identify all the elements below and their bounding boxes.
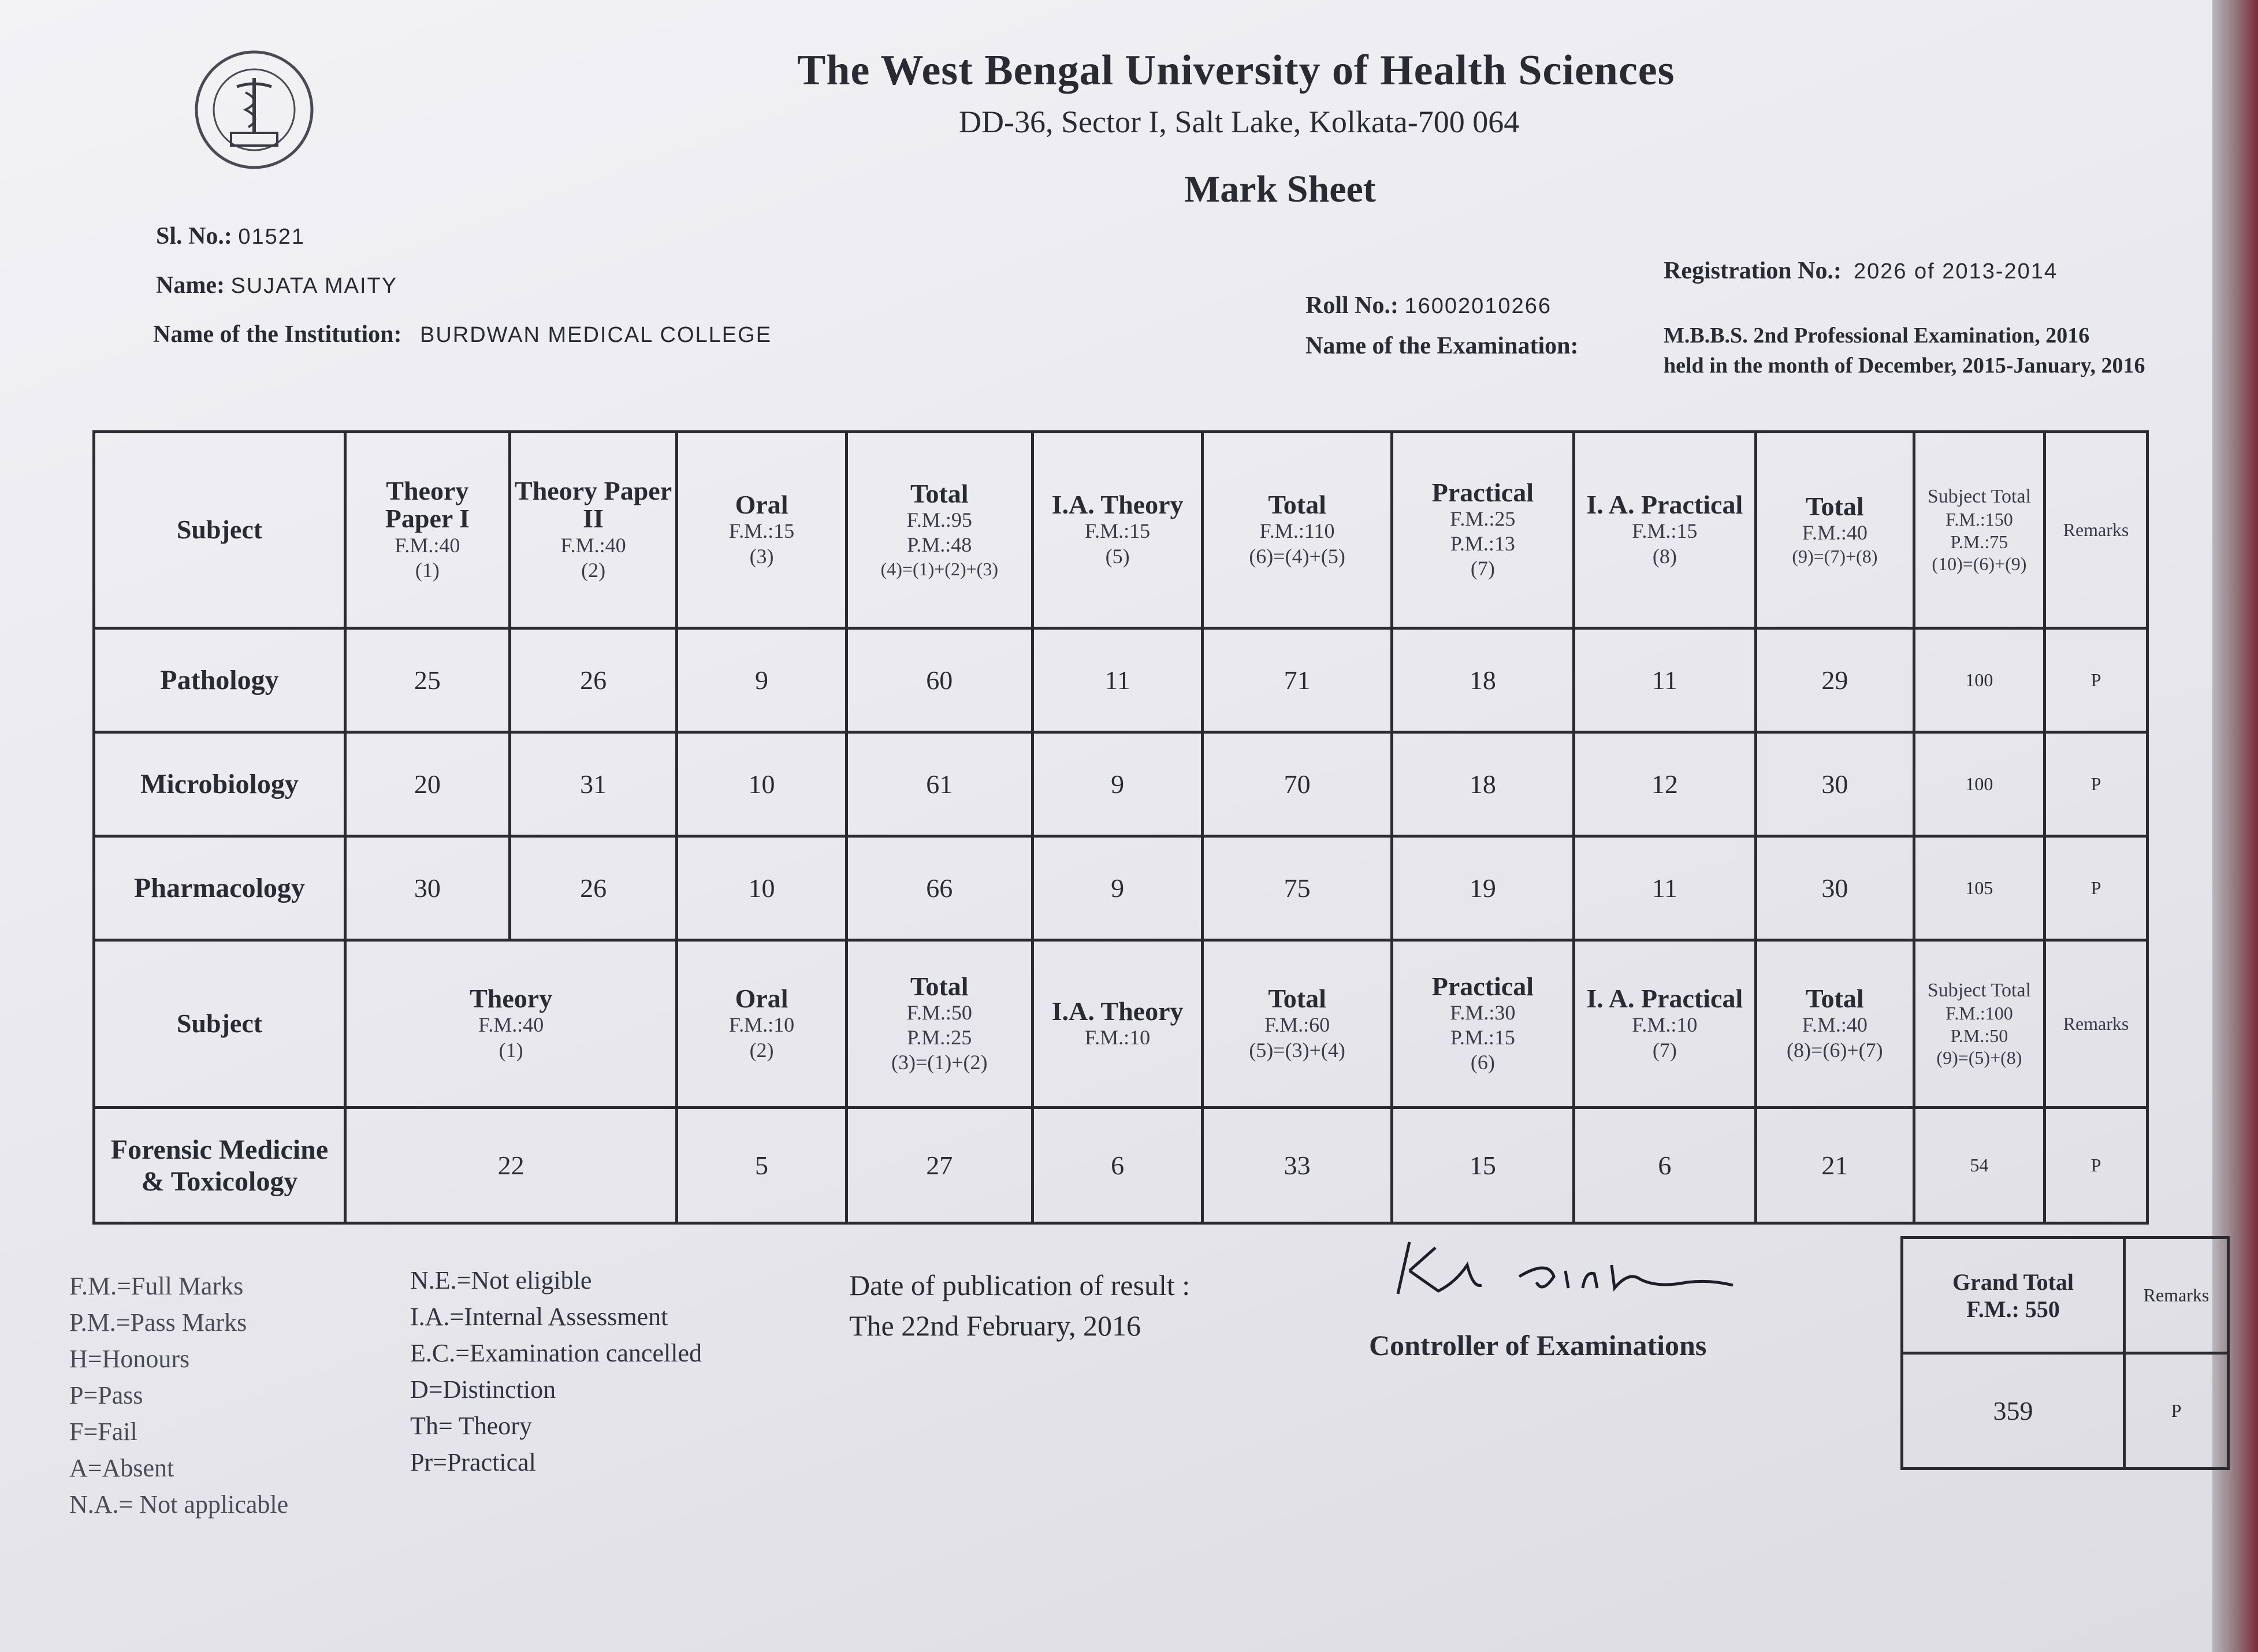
mark-cell: 9 — [677, 628, 846, 732]
legend-item: Pr=Practical — [410, 1448, 536, 1476]
mark-cell: 70 — [1203, 732, 1392, 836]
name-label: Name: — [156, 272, 225, 299]
legend-item: N.A.= Not applicable — [69, 1490, 289, 1519]
t1-head-ia-practical: I. A. Practical F.M.:15 (8) — [1573, 432, 1755, 628]
t1-head-remarks: Remarks — [2044, 432, 2147, 628]
legend-item: F.M.=Full Marks — [69, 1272, 244, 1300]
serial-value: 01521 — [238, 225, 306, 249]
legend-abbreviations-right — [410, 1262, 702, 1480]
registration-label: Registration No.: — [1664, 258, 1842, 284]
mark-cell: 25 — [345, 628, 509, 732]
name-value: SUJATA MAITY — [230, 274, 398, 298]
t1-head-total-4: Total F.M.:95 P.M.:48 (4)=(1)+(2)+(3) — [846, 432, 1032, 628]
legend-item: D=Distinction — [410, 1375, 556, 1404]
legend-item: E.C.=Examination cancelled — [410, 1339, 702, 1367]
mark-cell: 31 — [509, 732, 677, 836]
mark-cell: 66 — [846, 836, 1032, 940]
mark-cell: 33 — [1203, 1108, 1392, 1223]
registration-number — [1664, 257, 2058, 285]
table1-header-row — [94, 432, 2148, 628]
institution — [153, 321, 772, 348]
grand-remark-value: P — [2125, 1353, 2229, 1469]
t2-head-subject-total: Subject Total F.M.:100 P.M.:50 (9)=(5)+(8) — [1914, 940, 2044, 1108]
subject-cell: Pharmacology — [94, 836, 345, 940]
student-name — [156, 271, 397, 299]
remark-cell: P — [2044, 836, 2147, 940]
t1-head-theory-paper-2: Theory Paper II F.M.:40 (2) — [509, 432, 677, 628]
mark-cell: 30 — [1755, 732, 1914, 836]
university-name: The West Bengal University of Health Sciences — [797, 47, 1675, 94]
serial-number — [156, 222, 305, 250]
publication-label: Date of publication of result : — [849, 1269, 1191, 1301]
mark-cell: 18 — [1392, 628, 1573, 732]
publication-value: The 22nd February, 2016 — [849, 1309, 1141, 1342]
mark-cell: 11 — [1573, 628, 1755, 732]
roll-label: Roll No.: — [1305, 292, 1398, 319]
mark-cell: 61 — [846, 732, 1032, 836]
legend-item: P.M.=Pass Marks — [69, 1308, 247, 1337]
grand-remarks-heading: Remarks — [2125, 1238, 2229, 1353]
subject-line-1: Forensic Medicine — [110, 1134, 329, 1165]
mark-cell: 22 — [345, 1108, 676, 1223]
mark-cell: 100 — [1914, 628, 2044, 732]
t2-head-oral: Oral F.M.:10 (2) — [677, 940, 846, 1108]
examination-value — [1664, 321, 2145, 381]
grand-total-fm: F.M.: 550 — [1966, 1296, 2060, 1322]
subject-line-2: & Toxicology — [141, 1166, 298, 1197]
t2-head-remarks: Remarks — [2044, 940, 2147, 1108]
t1-head-practical: Practical F.M.:25 P.M.:13 (7) — [1392, 432, 1573, 628]
mark-cell: 54 — [1914, 1108, 2044, 1223]
mark-cell: 71 — [1203, 628, 1392, 732]
table-row — [94, 836, 2148, 940]
university-seal-icon — [168, 46, 341, 173]
mark-cell: 26 — [509, 836, 677, 940]
mark-cell: 30 — [1755, 836, 1914, 940]
t2-head-total-5: Total F.M.:60 (5)=(3)+(4) — [1203, 940, 1392, 1108]
examination-label: Name of the Examination: — [1305, 333, 1579, 359]
remark-cell: P — [2044, 1108, 2147, 1223]
table-row — [94, 732, 2148, 836]
mark-cell: 19 — [1392, 836, 1573, 940]
subject-cell: Pathology — [94, 628, 345, 732]
mark-cell: 20 — [345, 732, 509, 836]
legend-item: P=Pass — [69, 1381, 143, 1409]
t2-head-total-3: Total F.M.:50 P.M.:25 (3)=(1)+(2) — [846, 940, 1032, 1108]
registration-value: 2026 of 2013-2014 — [1853, 259, 2058, 284]
mark-cell: 26 — [509, 628, 677, 732]
legend-item: Th= Theory — [410, 1412, 532, 1440]
roll-value: 16002010266 — [1404, 294, 1552, 318]
legend-item: N.E.=Not eligible — [410, 1266, 592, 1294]
legend-item: I.A.=Internal Assessment — [410, 1303, 668, 1331]
t1-head-oral: Oral F.M.:15 (3) — [677, 432, 846, 628]
legend-item: F=Fail — [69, 1417, 137, 1446]
table-row — [94, 628, 2148, 732]
mark-cell: 18 — [1392, 732, 1573, 836]
mark-cell: 100 — [1914, 732, 2044, 836]
remark-cell: P — [2044, 628, 2147, 732]
mark-cell: 5 — [677, 1108, 846, 1223]
t1-head-subject: Subject — [94, 432, 345, 628]
t1-head-ia-theory: I.A. Theory F.M.:15 (5) — [1032, 432, 1202, 628]
serial-label: Sl. No.: — [156, 223, 232, 250]
grand-total-row — [1902, 1353, 2229, 1469]
t2-head-theory: Theory F.M.:40 (1) — [345, 940, 676, 1108]
marks-table — [92, 430, 2149, 1225]
legend-item: H=Honours — [69, 1345, 190, 1373]
remark-cell: P — [2044, 732, 2147, 836]
legend-abbreviations-left — [69, 1268, 288, 1523]
examination-line-1: M.B.B.S. 2nd Professional Examination, 2016 — [1664, 323, 2090, 348]
controller-title: Controller of Examinations — [1369, 1329, 1707, 1361]
t2-head-subject: Subject — [94, 940, 345, 1108]
t1-head-total-6: Total F.M.:110 (6)=(4)+(5) — [1203, 432, 1392, 628]
subject-cell: Microbiology — [94, 732, 345, 836]
legend-item: A=Absent — [69, 1454, 174, 1482]
t1-head-theory-paper-1: Theory Paper I F.M.:40 (1) — [345, 432, 509, 628]
grand-total-heading — [1902, 1238, 2125, 1353]
mark-cell: 75 — [1203, 836, 1392, 940]
mark-cell: 21 — [1755, 1108, 1914, 1223]
t2-head-total-8: Total F.M.:40 (8)=(6)+(7) — [1755, 940, 1914, 1108]
mark-cell: 12 — [1573, 732, 1755, 836]
grand-total-label: Grand Total — [1952, 1268, 2074, 1295]
mark-cell: 11 — [1573, 836, 1755, 940]
mark-cell: 9 — [1032, 836, 1202, 940]
t1-head-total-9: Total F.M.:40 (9)=(7)+(8) — [1755, 432, 1914, 628]
signature-icon — [1386, 1230, 1744, 1323]
institution-label: Name of the Institution: — [153, 321, 402, 348]
publication-date — [849, 1265, 1190, 1346]
examination-name — [1305, 332, 1578, 360]
table2-header-row — [94, 940, 2148, 1108]
mark-cell: 30 — [345, 836, 509, 940]
t2-head-ia-theory: I.A. Theory F.M.:10 — [1032, 940, 1202, 1108]
mark-cell: 6 — [1573, 1108, 1755, 1223]
mark-cell: 10 — [677, 836, 846, 940]
mark-cell: 105 — [1914, 836, 2044, 940]
mark-cell: 10 — [677, 732, 846, 836]
grand-total-header-row — [1902, 1238, 2229, 1353]
mark-cell: 27 — [846, 1108, 1032, 1223]
t2-head-ia-practical: I. A. Practical F.M.:10 (7) — [1573, 940, 1755, 1108]
mark-cell: 29 — [1755, 628, 1914, 732]
institution-value: BURDWAN MEDICAL COLLEGE — [419, 323, 772, 347]
examination-line-2: held in the month of December, 2015-January, 2016 — [1664, 354, 2145, 378]
mark-cell: 11 — [1032, 628, 1202, 732]
mark-cell: 9 — [1032, 732, 1202, 836]
table-row — [94, 1108, 2148, 1223]
mark-cell: 15 — [1392, 1108, 1573, 1223]
page-title: Mark Sheet — [1184, 168, 1376, 210]
subject-cell — [94, 1108, 345, 1223]
grand-total-table — [1900, 1236, 2230, 1470]
mark-cell: 6 — [1032, 1108, 1202, 1223]
roll-number — [1305, 292, 1552, 319]
grand-total-value: 359 — [1902, 1353, 2125, 1469]
t2-head-practical: Practical F.M.:30 P.M.:15 (6) — [1392, 940, 1573, 1108]
mark-cell: 60 — [846, 628, 1032, 732]
university-address: DD-36, Sector I, Salt Lake, Kolkata-700 064 — [959, 105, 1520, 139]
t1-head-subject-total: Subject Total F.M.:150 P.M.:75 (10)=(6)+(9) — [1914, 432, 2044, 628]
